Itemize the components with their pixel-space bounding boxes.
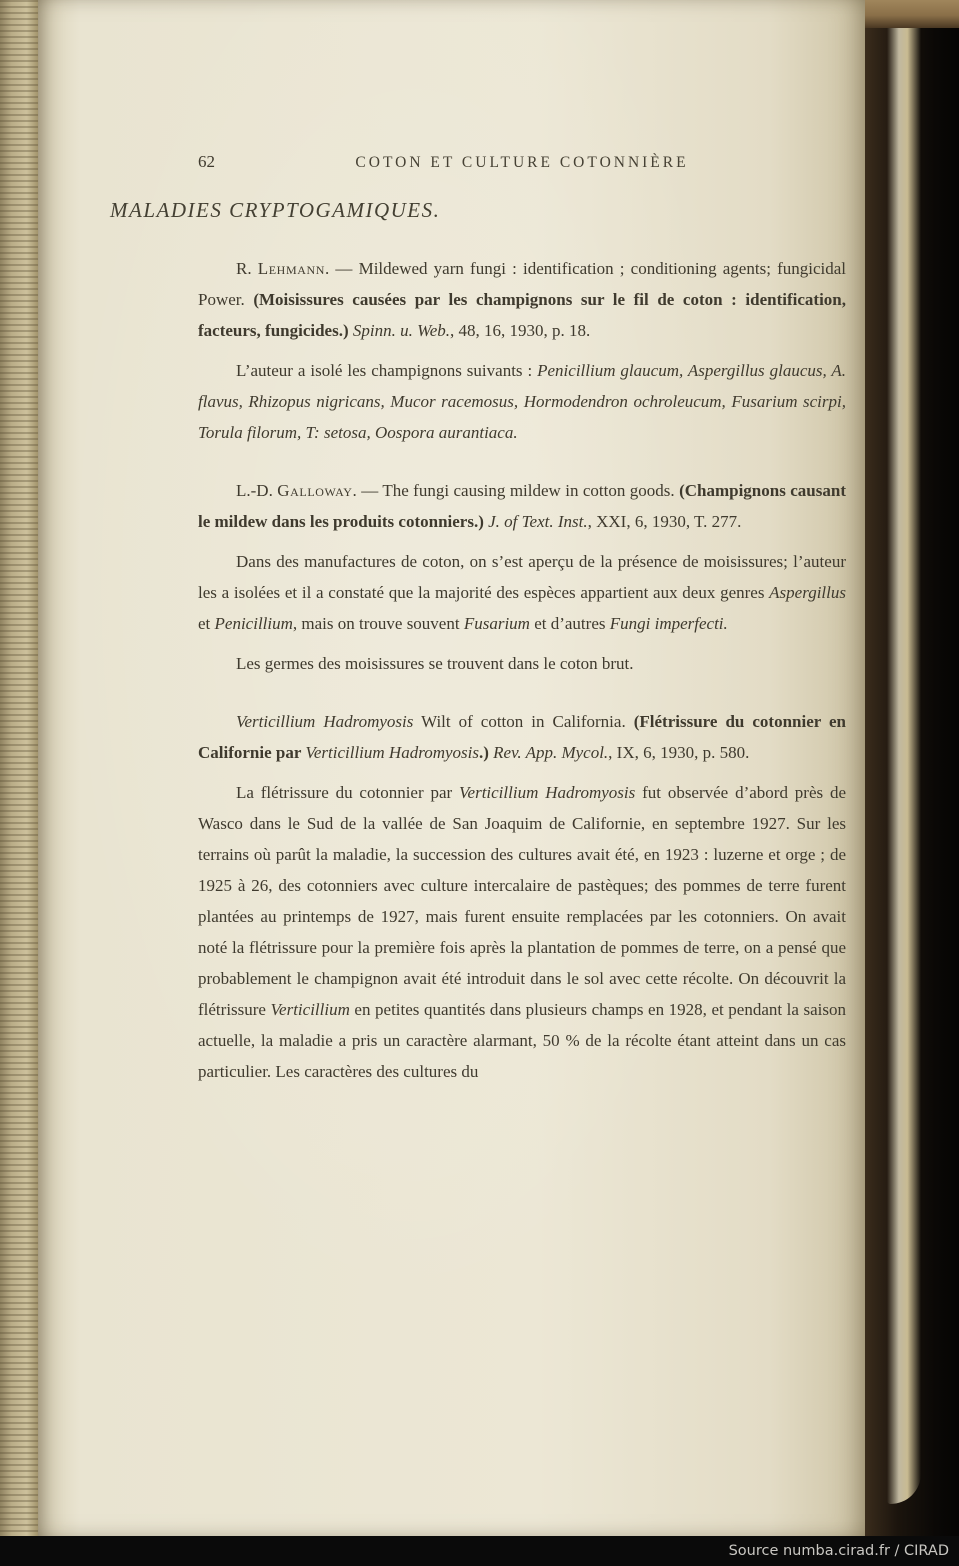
cover-top-edge	[865, 0, 959, 28]
entry-lehmann: R. Lehmann. — Mildewed yarn fungi : identification ; conditioning agents; fungicidal Power. (Moisissures causées par les champignons sur le fil de coton : identification, facteurs, fungicides.) Spinn. u. Web., 48, 16, 1930, p. 18.	[198, 259, 847, 340]
page-stack-edge	[0, 0, 38, 1566]
section-title: MALADIES CRYPTOGAMIQUES.	[110, 198, 441, 222]
entry-verticillium: Verticillium Hadromyosis Wilt of cotton in California. (Flétrissure du cotonnier en Californie par Verticillium Hadromyosis.) Rev. App. Mycol., IX, 6, 1930, p. 580.	[198, 712, 846, 762]
source-attribution-bar	[0, 1536, 959, 1566]
entry-galloway: L.-D. Galloway. — The fungi causing mildew in cotton goods. (Champignons causant le mildew dans les produits cotonniers.) J. of Text. Inst., XXI, 6, 1930, T. 277.	[198, 481, 846, 531]
printed-content	[110, 152, 847, 1096]
paragraph-verticillium-summary: La flétrissure du cotonnier par Verticillium Hadromyosis fut observée d’abord près de Wasco dans le Sud de la vallée de San Joaquim de Californie, en septembre 1927. Sur les terrains où parût la maladie, la succession des cultures avait été, en 1923 : luzerne et orge ; de 1925 à 26, des cotonniers avec culture intercalaire de pastèques; des pommes de terre furent plantées au printemps de 1927, mais furent ensuite remplacées par les cotonniers. On avait noté la flétrissure pour la première fois après la plantation de pommes de terre, on a pensé que probablement le champignon avait été introduit dans le sol avec cette récolte. On découvrit la flétrissure Verticillium en petites quantités dans plusieurs champs en 1928, et pendant la saison actuelle, la maladie a pris un caractère alarmant, 50 % de la récolte étant atteint dans un cas particulier. Les caractères des cultures du	[198, 783, 847, 1081]
paragraph-lehmann-summary: L’auteur a isolé les champignons suivants : Penicillium glaucum, Aspergillus glaucus, A. flavus, Rhizopus nigricans, Mucor racemosus, Hormodendron ochroleucum, Fusarium scirpi, Torula filorum, T: setosa, Oospora aurantiaca.	[198, 361, 846, 442]
running-title: COTON ET CULTURE COTONNIÈRE	[355, 154, 689, 171]
page-curl-edge	[887, 24, 921, 1504]
paragraph-galloway-summary: Dans des manufactures de coton, on s’est aperçu de la présence de moisissures; l’auteur les a isolées et il a constaté que la majorité des espèces appartient aux deux genres Aspergillus et Penicillium, mais on trouve souvent Fusarium et d’autres Fungi imperfecti.	[198, 552, 846, 633]
text-block	[198, 253, 846, 1087]
book-page	[38, 0, 868, 1536]
paragraph-spores-note: Les germes des moisissures se trouvent dans le coton brut.	[236, 654, 634, 673]
source-attribution-text: Source numba.cirad.fr / CIRAD	[728, 1543, 949, 1559]
page-header	[198, 152, 846, 176]
page-number: 62	[198, 152, 215, 171]
